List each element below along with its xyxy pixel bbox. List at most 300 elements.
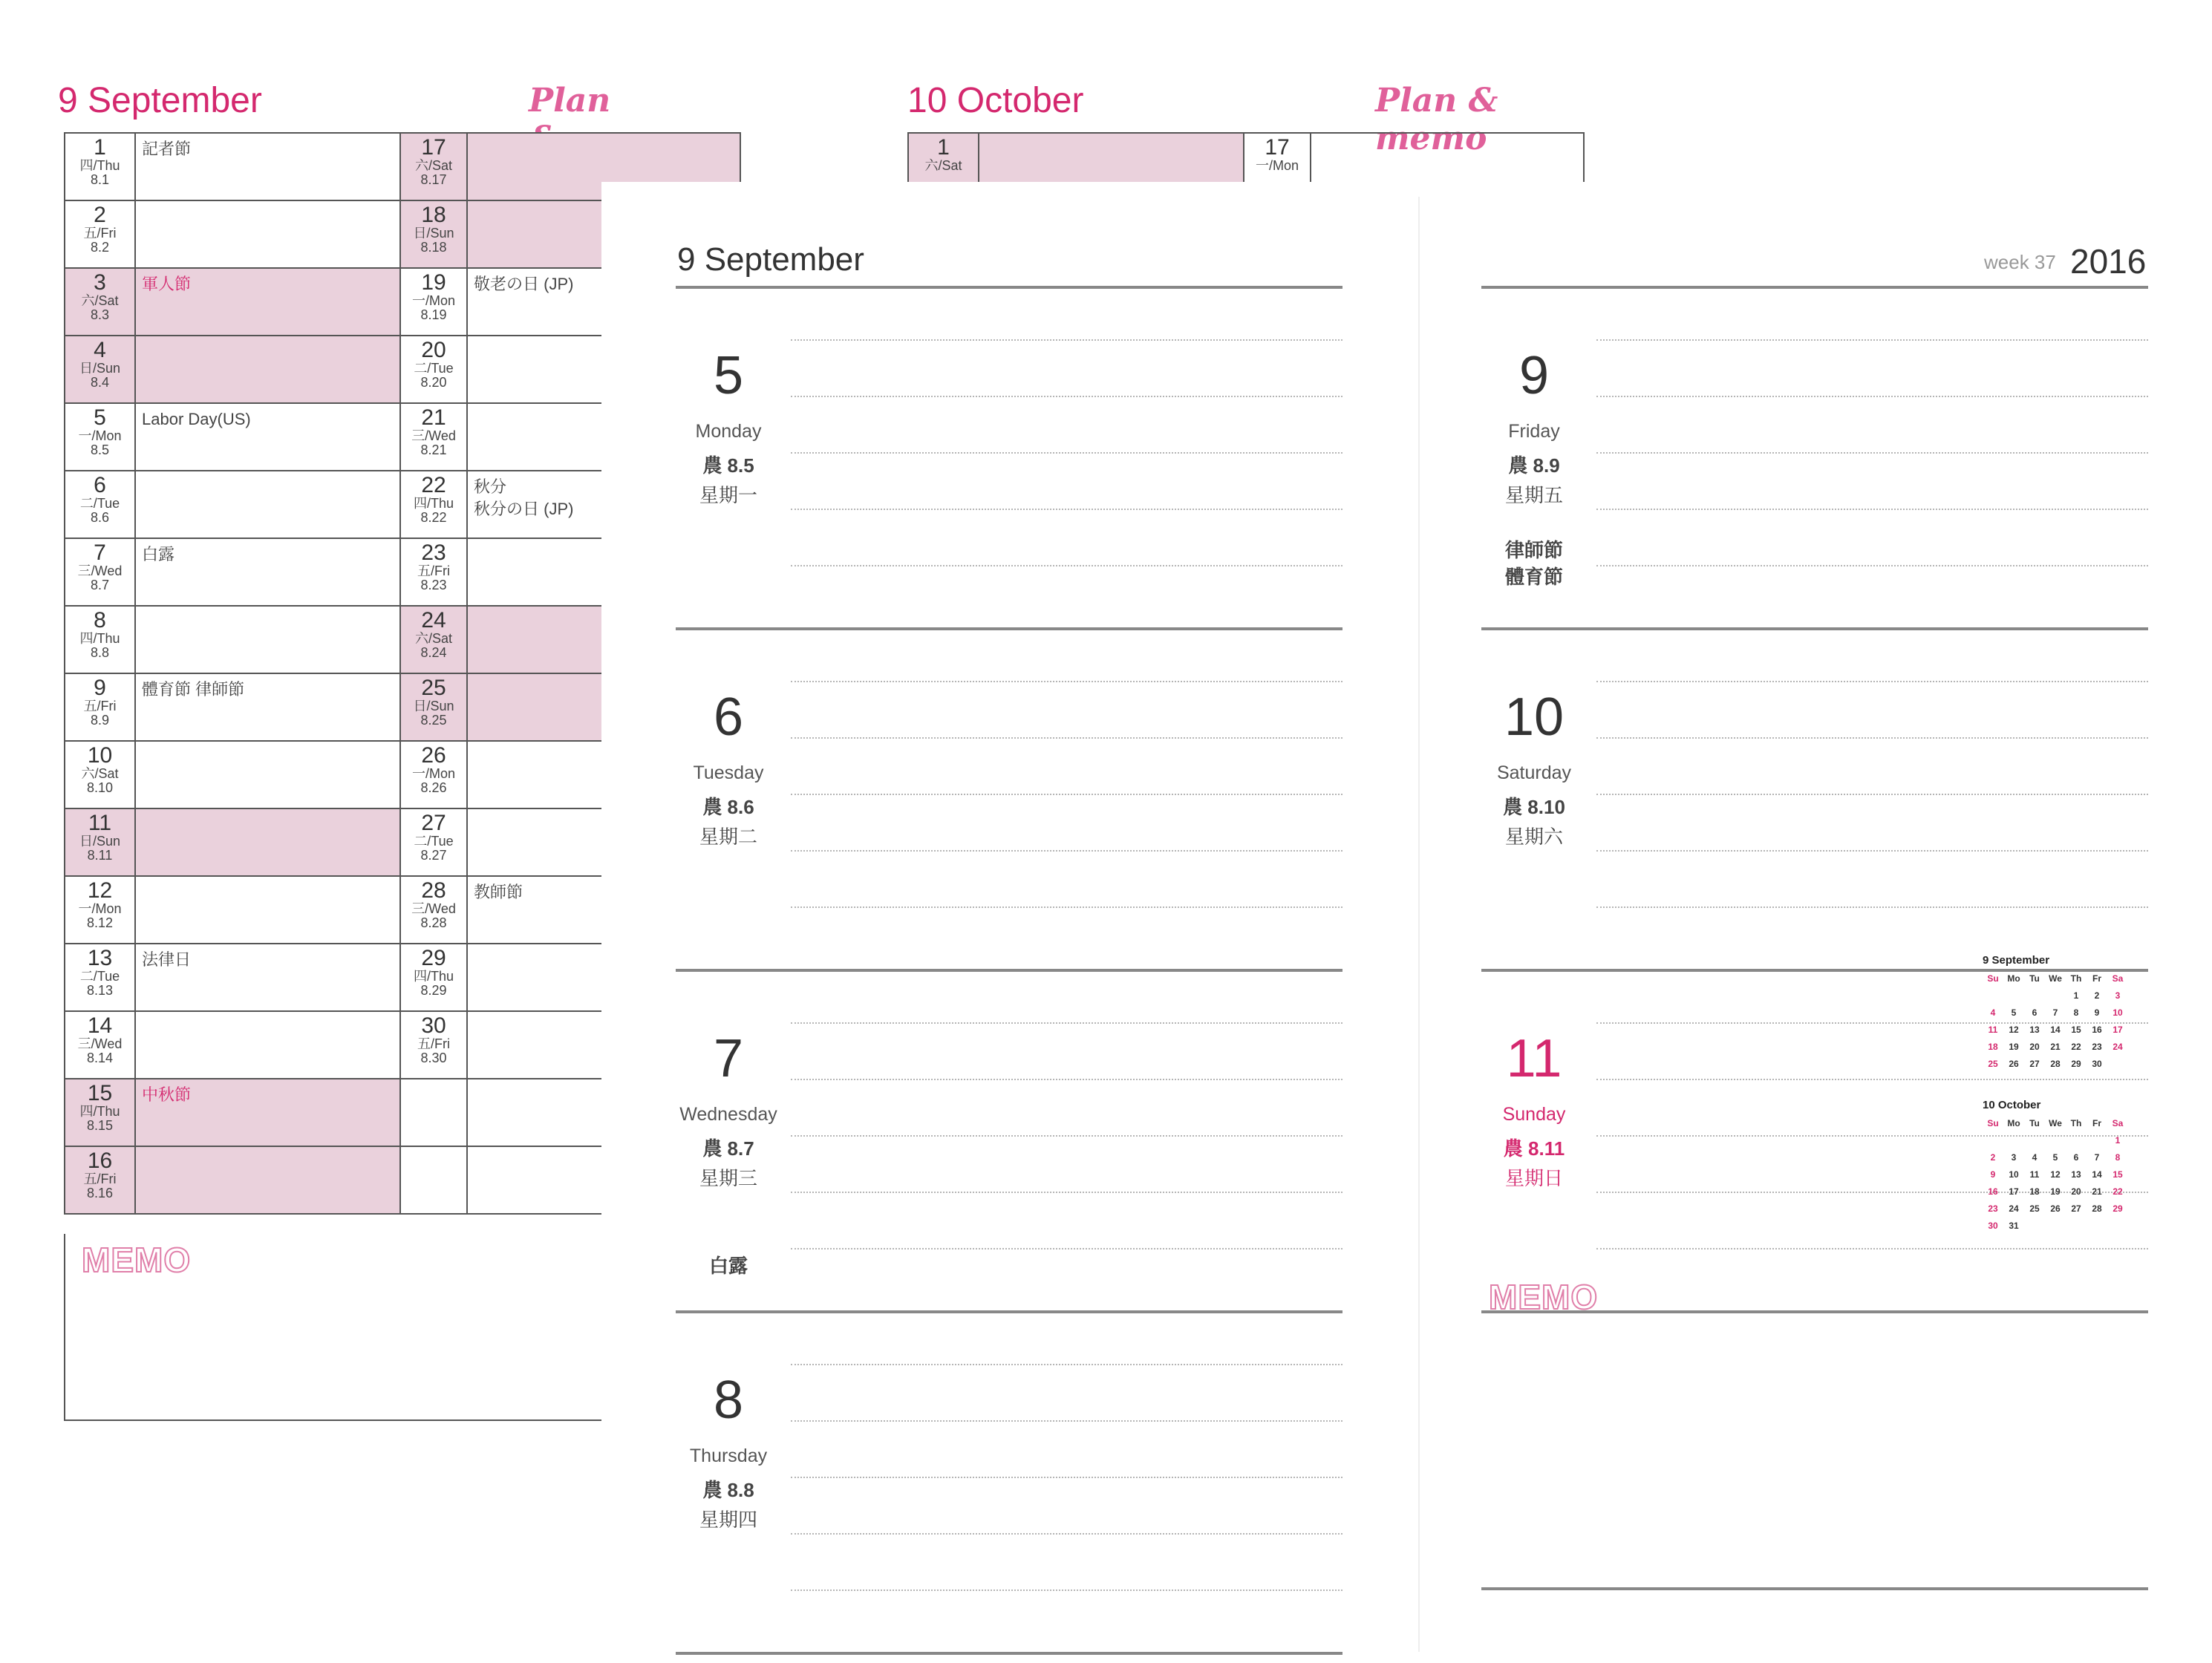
day-cell — [65, 471, 135, 538]
day-weekday: 二/Tue — [414, 834, 454, 849]
event-cell[interactable] — [135, 336, 400, 403]
day-block-friday — [1481, 286, 2148, 627]
writing-line[interactable] — [1596, 906, 2148, 908]
memo-label: MEMO — [82, 1241, 192, 1279]
day-number: 29 — [421, 946, 446, 970]
mini-calendar-weekday: Sa — [2112, 1117, 2124, 1128]
week-month-title: 9 September — [677, 241, 864, 278]
day-cell — [400, 471, 467, 538]
mini-calendar-day — [2045, 1217, 2066, 1234]
lunar-date: 8.22 — [420, 510, 447, 525]
mini-calendar-day: 21 — [2050, 1041, 2061, 1052]
day-cell — [65, 538, 135, 606]
mini-calendar-day: 5 — [2052, 1151, 2058, 1163]
chinese-weekday: 星期六 — [1504, 826, 1563, 848]
writing-line[interactable] — [1596, 681, 2148, 682]
mini-calendar-day: 12 — [2009, 1024, 2019, 1035]
mini-calendar-weekday: Sa — [2112, 973, 2124, 984]
day-number: 5 — [94, 405, 106, 430]
lunar-date: 農 8.10 — [1503, 796, 1565, 818]
lunar-date: 8.18 — [420, 240, 447, 255]
mini-calendar-day: 30 — [2092, 1058, 2102, 1069]
weekly-memo-label: MEMO — [1489, 1278, 1599, 1316]
mini-calendar-day: 9 — [1990, 1169, 1996, 1180]
writing-line[interactable] — [1596, 339, 2148, 341]
mini-calendar-day — [2003, 987, 2024, 1004]
mini-calendar-day: 13 — [2071, 1169, 2081, 1180]
day-number: 6 — [94, 473, 106, 497]
mini-calendar-day: 7 — [2094, 1151, 2100, 1163]
mini-calendar-day: 18 — [2029, 1186, 2040, 1197]
chinese-weekday: 星期四 — [699, 1509, 757, 1531]
mini-calendar-day: 26 — [2050, 1203, 2061, 1214]
mini-calendar-day — [1983, 1131, 2003, 1149]
writing-line[interactable] — [791, 452, 1342, 454]
day-number: 27 — [421, 811, 446, 835]
day-number: 8 — [94, 608, 106, 633]
lunar-date: 農 8.7 — [702, 1137, 754, 1160]
mini-calendar-weekday: Su — [1987, 973, 1999, 984]
lunar-date: 8.20 — [420, 375, 447, 390]
lunar-date: 8.8 — [90, 645, 110, 660]
mini-calendar-day: 11 — [2029, 1169, 2040, 1180]
mini-calendar-day: 3 — [2115, 990, 2121, 1001]
mini-calendar-week — [1983, 1217, 2128, 1234]
mini-calendar-day: 1 — [2073, 990, 2079, 1001]
writing-line[interactable] — [791, 1079, 1342, 1080]
weekly-spread — [601, 182, 2212, 1663]
event-text: 白露 — [142, 545, 175, 563]
mini-calendar-september — [1983, 954, 2128, 1072]
day-number: 13 — [87, 946, 113, 970]
day-weekday: 六/Sat — [414, 631, 453, 646]
mini-calendar-day: 22 — [2113, 1186, 2123, 1197]
day-weekday: 日/Sun — [413, 226, 454, 241]
mini-calendar-day: 29 — [2071, 1058, 2081, 1069]
mini-calendar-day: 27 — [2029, 1058, 2040, 1069]
weekly-memo-area[interactable] — [1481, 1273, 2148, 1570]
day-number: 17 — [1265, 135, 1290, 160]
lunar-date: 8.23 — [420, 578, 447, 592]
day-weekday: 一/Mon — [78, 428, 122, 443]
mini-calendar-week — [1983, 1038, 2128, 1055]
chinese-weekday: 星期一 — [699, 484, 757, 506]
day-cell — [65, 1079, 135, 1146]
mini-calendar-day — [2024, 1131, 2045, 1149]
mini-calendar-day — [2045, 1131, 2066, 1149]
day-number: 17 — [421, 135, 446, 160]
lunar-date: 8.10 — [86, 780, 114, 795]
event-cell[interactable] — [135, 808, 400, 876]
mini-calendar-week — [1983, 1183, 2128, 1200]
mini-calendar-day: 10 — [2113, 1007, 2123, 1018]
event-cell[interactable] — [135, 1011, 400, 1079]
day-number: 6 — [713, 687, 744, 747]
mini-calendar-day: 25 — [2029, 1203, 2040, 1214]
lunar-date: 農 8.8 — [702, 1479, 754, 1501]
day-cell — [400, 1079, 467, 1146]
week-number-label: week 37 — [1984, 251, 2056, 273]
writing-line[interactable] — [791, 396, 1342, 397]
day-weekday: 六/Sat — [414, 158, 453, 173]
writing-line[interactable] — [1596, 737, 2148, 739]
writing-line[interactable] — [791, 1590, 1342, 1591]
day-number: 10 — [1504, 687, 1565, 747]
day-weekday: 二/Tue — [79, 969, 120, 984]
event-text: 法律日 — [142, 950, 192, 969]
lunar-date: 8.12 — [86, 915, 114, 930]
day-cell — [65, 403, 135, 471]
event-text: 秋分 秋分の日 (JP) — [474, 477, 574, 518]
writing-line[interactable] — [791, 1364, 1342, 1365]
writing-line[interactable] — [1596, 452, 2148, 454]
day-cell — [400, 538, 467, 606]
writing-line[interactable] — [1596, 794, 2148, 795]
day-number: 18 — [421, 203, 446, 227]
lunar-date: 8.26 — [420, 780, 447, 795]
day-number: 14 — [87, 1013, 113, 1038]
mini-calendar-title: 9 September — [1983, 954, 2050, 967]
event-cell[interactable] — [135, 876, 400, 944]
day-cell — [65, 606, 135, 673]
day-number: 7 — [713, 1029, 744, 1088]
day-weekday: 日/Sun — [79, 834, 121, 849]
day-block-wednesday — [676, 969, 1342, 1310]
mini-calendar-day — [1983, 987, 2003, 1004]
september-month-title: 9 September — [58, 81, 262, 120]
day-block-tuesday — [676, 627, 1342, 969]
mini-calendar-weekday: We — [2049, 973, 2062, 984]
mini-calendar-day: 2 — [1990, 1151, 1996, 1163]
day-number: 10 — [87, 743, 113, 768]
lunar-date: 農 8.6 — [702, 796, 754, 818]
event-cell[interactable] — [135, 200, 400, 268]
lunar-date: 農 8.9 — [1508, 454, 1560, 477]
day-event: 體育節 — [1504, 566, 1563, 588]
day-weekday: 四/Thu — [413, 496, 454, 511]
writing-line[interactable] — [791, 850, 1342, 852]
mini-calendar-day: 5 — [2011, 1007, 2017, 1018]
day-number: 19 — [421, 270, 446, 295]
day-number: 15 — [87, 1081, 113, 1105]
mini-calendar-day: 7 — [2052, 1007, 2058, 1018]
day-weekday: 四/Thu — [79, 158, 120, 173]
day-name: Thursday — [689, 1445, 768, 1466]
day-cell — [400, 876, 467, 944]
writing-line[interactable] — [1596, 1248, 2148, 1249]
lunar-date: 8.11 — [87, 848, 113, 863]
memo-bottom-rule — [1481, 1587, 2148, 1590]
day-cell — [65, 876, 135, 944]
lunar-date: 8.2 — [90, 240, 110, 255]
lunar-date: 8.4 — [90, 375, 110, 390]
mini-calendar-day: 30 — [1988, 1220, 1998, 1231]
day-cell — [65, 808, 135, 876]
writing-line[interactable] — [1596, 565, 2148, 566]
event-cell[interactable] — [135, 268, 400, 336]
event-cell[interactable] — [135, 673, 400, 741]
day-weekday: 一/Mon — [411, 766, 456, 781]
mini-calendar-day: 27 — [2071, 1203, 2081, 1214]
writing-line[interactable] — [791, 1135, 1342, 1137]
mini-calendar-week — [1983, 1055, 2128, 1072]
event-text: 軍人節 — [142, 275, 192, 293]
event-text: Labor Day(US) — [142, 410, 251, 428]
mini-calendar-day: 20 — [2029, 1041, 2040, 1052]
lunar-date: 8.19 — [420, 307, 447, 322]
chinese-weekday: 星期日 — [1504, 1167, 1563, 1189]
day-cell — [65, 1146, 135, 1214]
year-label: 2016 — [2070, 242, 2147, 281]
day-number: 22 — [421, 473, 446, 497]
day-number: 5 — [713, 346, 744, 405]
mini-calendar-day: 18 — [1988, 1041, 1998, 1052]
day-cell — [65, 200, 135, 268]
event-cell[interactable] — [135, 1079, 400, 1146]
mini-calendar-title: 10 October — [1983, 1099, 2041, 1111]
monthly-memo-area[interactable] — [64, 1234, 610, 1421]
lunar-date: 8.21 — [420, 442, 447, 457]
writing-line[interactable] — [791, 1533, 1342, 1535]
day-weekday: 六/Sat — [81, 293, 119, 308]
mini-calendar-day: 6 — [2073, 1151, 2079, 1163]
mini-calendar-day: 12 — [2050, 1169, 2061, 1180]
day-cell — [400, 1146, 467, 1214]
day-weekday: 五/Fri — [417, 563, 450, 578]
day-cell — [65, 673, 135, 741]
day-number: 8 — [713, 1370, 744, 1430]
lunar-date: 農 8.5 — [702, 454, 754, 477]
writing-line[interactable] — [1596, 509, 2148, 510]
mini-calendar-day: 17 — [2009, 1186, 2019, 1197]
day-weekday: 六/Sat — [81, 766, 119, 781]
chinese-weekday: 星期二 — [699, 826, 757, 848]
event-text: 教師節 — [474, 883, 523, 901]
day-block-monday — [676, 286, 1342, 627]
day-number: 9 — [1518, 346, 1550, 405]
event-cell[interactable] — [135, 538, 400, 606]
event-text: 體育節 律師節 — [142, 680, 245, 699]
day-number: 12 — [87, 878, 113, 903]
mini-calendar-weekday: Mo — [2007, 973, 2020, 984]
mini-calendar-day: 23 — [1988, 1203, 1998, 1214]
mini-calendar-week — [1983, 1021, 2128, 1038]
day-number: 11 — [88, 811, 112, 835]
mini-calendar-weekday: Fr — [2092, 973, 2101, 984]
mini-calendar-day: 8 — [2115, 1151, 2121, 1163]
mini-calendar-day: 16 — [2092, 1024, 2102, 1035]
writing-line[interactable] — [791, 1192, 1342, 1193]
day-number: 4 — [94, 338, 106, 362]
mini-calendar-weekday: Mo — [2007, 1117, 2020, 1128]
lunar-date: 8.13 — [86, 983, 114, 998]
day-number: 1 — [94, 135, 106, 160]
writing-line[interactable] — [791, 1477, 1342, 1478]
event-cell[interactable] — [135, 741, 400, 808]
mini-calendar-day: 28 — [2050, 1058, 2061, 1069]
mini-calendar-day: 24 — [2113, 1041, 2123, 1052]
writing-line[interactable] — [791, 1022, 1342, 1024]
writing-line[interactable] — [791, 509, 1342, 510]
event-cell[interactable] — [135, 133, 400, 200]
day-weekday: 二/Tue — [414, 361, 454, 376]
lunar-date: 8.29 — [420, 983, 447, 998]
day-block-thursday — [676, 1310, 1342, 1652]
mini-calendar-day: 19 — [2009, 1041, 2019, 1052]
day-cell — [400, 200, 467, 268]
day-weekday: 四/Thu — [79, 631, 120, 646]
lunar-date: 8.17 — [420, 172, 447, 187]
mini-calendar-day: 2 — [2094, 990, 2100, 1001]
day-weekday: 五/Fri — [83, 699, 117, 713]
event-cell[interactable] — [135, 471, 400, 538]
day-number: 2 — [94, 203, 106, 227]
day-number: 21 — [421, 405, 446, 430]
mini-calendar-weekday: Th — [2070, 973, 2082, 984]
day-number: 25 — [421, 676, 446, 700]
mini-calendar-day: 3 — [2011, 1151, 2017, 1163]
day-weekday: 三/Wed — [411, 428, 456, 443]
day-name: Saturday — [1496, 762, 1572, 783]
event-cell[interactable] — [135, 944, 400, 1011]
day-weekday: 一/Mon — [1255, 158, 1299, 173]
day-weekday: 六/Sat — [924, 158, 962, 173]
plan-memo-script: Plan — [529, 82, 611, 120]
writing-line[interactable] — [791, 794, 1342, 795]
mini-calendar-day: 1 — [2115, 1134, 2121, 1146]
mini-calendar-day — [2066, 1131, 2087, 1149]
day-cell — [400, 336, 467, 403]
writing-line[interactable] — [791, 1420, 1342, 1422]
day-cell — [65, 1011, 135, 1079]
mini-calendar-day: 17 — [2113, 1024, 2123, 1035]
mini-calendar-week — [1983, 1149, 2128, 1166]
day-weekday: 五/Fri — [83, 1172, 117, 1186]
writing-line[interactable] — [1596, 850, 2148, 852]
day-weekday: 三/Wed — [411, 901, 456, 916]
mini-calendar-day: 14 — [2092, 1169, 2102, 1180]
day-event: 律師節 — [1504, 539, 1563, 561]
lunar-date: 8.16 — [86, 1186, 114, 1200]
mini-calendar-week — [1983, 1200, 2128, 1217]
writing-line[interactable] — [791, 737, 1342, 739]
day-cell — [65, 268, 135, 336]
lunar-date: 8.15 — [86, 1118, 114, 1133]
lunar-date: 8.1 — [90, 172, 110, 187]
mini-calendar-week — [1983, 1166, 2128, 1183]
day-weekday: 五/Fri — [83, 226, 117, 241]
mini-calendar-day: 10 — [2009, 1169, 2019, 1180]
day-cell — [65, 944, 135, 1011]
mini-calendar-day: 26 — [2009, 1058, 2019, 1069]
mini-calendar-week — [1983, 1004, 2128, 1021]
mini-calendar-day: 25 — [1988, 1058, 1998, 1069]
day-name: Sunday — [1502, 1104, 1566, 1125]
event-text: 中秋節 — [142, 1085, 192, 1104]
september-monthly-page — [0, 0, 609, 1455]
mini-calendar-weekday: Fr — [2092, 1117, 2101, 1128]
writing-line[interactable] — [1596, 396, 2148, 397]
chinese-weekday: 星期三 — [699, 1167, 757, 1189]
day-number: 24 — [421, 608, 446, 633]
mini-calendar-day: 6 — [2032, 1007, 2038, 1018]
mini-calendar-day — [2066, 1217, 2087, 1234]
day-cell — [65, 741, 135, 808]
event-cell[interactable] — [135, 1146, 400, 1214]
plan-memo-script: Plan & memo — [1375, 82, 1498, 157]
mini-calendar-day — [2024, 987, 2045, 1004]
lunar-date: 8.5 — [90, 442, 110, 457]
day-number: 16 — [87, 1149, 113, 1173]
day-name: Friday — [1508, 421, 1560, 442]
lunar-date: 8.3 — [90, 307, 110, 322]
day-cell — [400, 403, 467, 471]
day-name: Wednesday — [679, 1104, 777, 1125]
writing-line[interactable] — [791, 906, 1342, 908]
mini-calendar-day: 15 — [2113, 1169, 2123, 1180]
mini-calendar-day: 20 — [2071, 1186, 2081, 1197]
lunar-date: 8.30 — [420, 1051, 447, 1065]
day-weekday: 二/Tue — [79, 496, 120, 511]
october-month-title: 10 October — [907, 81, 1084, 120]
day-number: 1 — [937, 135, 950, 160]
day-block-saturday — [1481, 627, 2148, 969]
day-cell — [400, 133, 467, 200]
mini-calendar-day: 23 — [2092, 1041, 2102, 1052]
mini-calendar-day: 8 — [2073, 1007, 2079, 1018]
writing-line[interactable] — [791, 565, 1342, 566]
day-cell — [65, 336, 135, 403]
event-cell[interactable] — [135, 403, 400, 471]
mini-calendar-day: 21 — [2092, 1186, 2102, 1197]
mini-calendar-header — [1983, 970, 2128, 987]
mini-calendar-day: 13 — [2029, 1024, 2040, 1035]
mini-calendar-day — [2045, 987, 2066, 1004]
event-text: 敬老の日 (JP) — [474, 275, 574, 293]
day-cell — [400, 944, 467, 1011]
day-event: 白露 — [708, 1255, 748, 1277]
day-weekday: 三/Wed — [77, 1036, 123, 1051]
mini-calendar-day: 16 — [1988, 1186, 1998, 1197]
event-cell[interactable] — [135, 606, 400, 673]
mini-calendar-day: 14 — [2050, 1024, 2061, 1035]
mini-calendar-day: 15 — [2071, 1024, 2081, 1035]
lunar-date: 8.14 — [86, 1051, 114, 1065]
october-monthly-page — [891, 0, 1604, 193]
mini-calendar-day: 24 — [2009, 1203, 2019, 1214]
day-cell — [400, 673, 467, 741]
mini-calendar-week — [1983, 987, 2128, 1004]
chinese-weekday: 星期五 — [1504, 484, 1563, 506]
mini-calendar-day — [2087, 1217, 2107, 1234]
day-weekday: 三/Wed — [77, 563, 123, 578]
mini-calendar-day: 29 — [2113, 1203, 2123, 1214]
writing-line[interactable] — [791, 339, 1342, 341]
page-spine — [1418, 197, 1420, 1652]
mini-calendar-day: 22 — [2071, 1041, 2081, 1052]
writing-line[interactable] — [791, 681, 1342, 682]
day-number: 3 — [94, 270, 106, 295]
writing-line[interactable] — [1596, 1079, 2148, 1080]
writing-line[interactable] — [791, 1248, 1342, 1249]
mini-calendar-day: 28 — [2092, 1203, 2102, 1214]
day-cell — [400, 268, 467, 336]
day-weekday: 五/Fri — [417, 1036, 450, 1051]
mini-calendar-weekday: Th — [2070, 1117, 2082, 1128]
day-weekday: 一/Mon — [411, 293, 456, 308]
mini-calendar-october — [1983, 1099, 2128, 1234]
mini-calendar-header — [1983, 1114, 2128, 1131]
